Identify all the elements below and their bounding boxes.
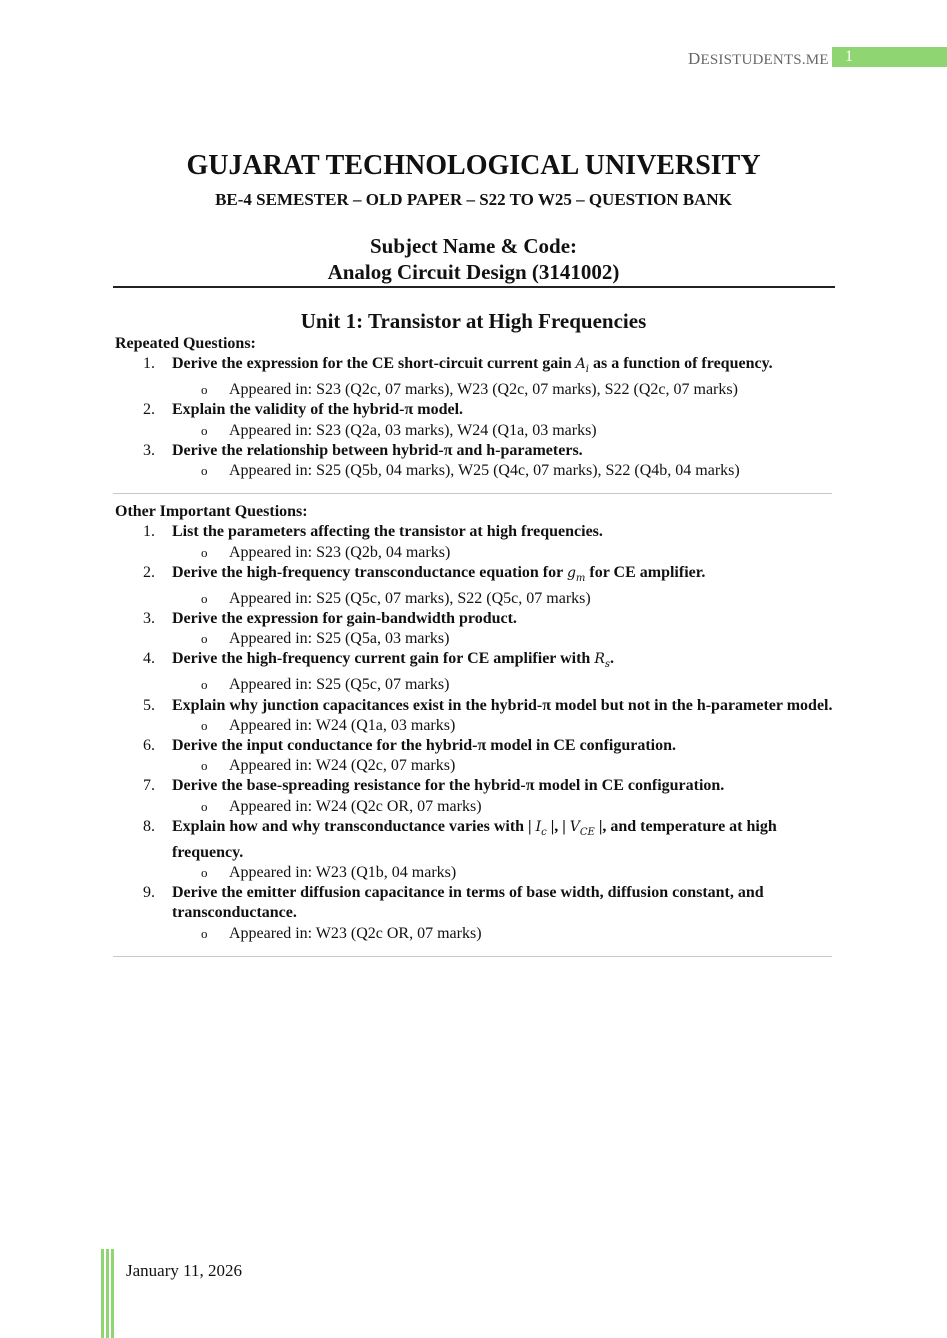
page-number: 1 xyxy=(832,47,947,67)
title-rule xyxy=(113,286,835,288)
question-number: 2. xyxy=(143,563,155,581)
question-number: 3. xyxy=(143,610,155,628)
question-number: 3. xyxy=(143,441,155,459)
site-name-initial: D xyxy=(688,49,701,68)
appeared-in xyxy=(115,543,835,563)
bullet-icon: o xyxy=(201,925,208,941)
math-subscript: c xyxy=(541,826,547,838)
appeared-text: Appeared in: S23 (Q2b, 04 marks) xyxy=(229,543,451,561)
math-subscript: m xyxy=(575,572,586,584)
bullet-icon: o xyxy=(201,758,208,774)
math-variable xyxy=(566,564,586,584)
math-symbol: V xyxy=(569,818,580,835)
question-item xyxy=(115,609,835,629)
appeared-in xyxy=(115,797,835,817)
question-text: Explain why junction capacitances exist in the hybrid-π model but not in the h-parameter model. xyxy=(172,696,833,714)
bullet-icon: o xyxy=(201,463,208,479)
question-item xyxy=(115,736,835,756)
question-text: Derive the expression for gain-bandwidth product. xyxy=(172,610,517,628)
math-subscript: CE xyxy=(579,826,595,838)
question-text: Derive the expression for the CE short-circuit current gain xyxy=(172,355,576,373)
question-text: Derive the relationship between hybrid-π and h-parameters. xyxy=(172,441,583,459)
math-symbol: g xyxy=(566,564,576,581)
question-number: 7. xyxy=(143,777,155,795)
appeared-text: Appeared in: W24 (Q2c, 07 marks) xyxy=(229,757,456,775)
question-number: 8. xyxy=(143,817,155,835)
question-text: Derive the base-spreading resistance for the hybrid-π model in CE configuration. xyxy=(172,777,725,795)
question-text: |, | xyxy=(546,817,570,835)
question-text: Derive the input conductance for the hybrid-π model in CE configuration. xyxy=(172,737,677,755)
bullet-icon: o xyxy=(201,590,208,606)
section-heading: Other Important Questions: xyxy=(115,503,308,521)
appeared-text: Appeared in: S25 (Q5c, 07 marks), S22 (Q5c, 07 marks) xyxy=(229,589,591,607)
appeared-in xyxy=(115,756,835,776)
math-subscript: i xyxy=(585,364,589,375)
question-item xyxy=(115,817,835,863)
section-divider xyxy=(113,493,832,494)
question-number: 1. xyxy=(143,355,155,373)
question-text: Explain the validity of the hybrid-π model. xyxy=(172,401,464,419)
appeared-in xyxy=(115,924,835,944)
appeared-in xyxy=(115,675,835,695)
question-text: Derive the emitter diffusion capacitance in terms of base width, diffusion constant, and transconductance. xyxy=(172,884,764,922)
appeared-text: Appeared in: W24 (Q2c OR, 07 marks) xyxy=(229,797,482,815)
question-content xyxy=(115,334,835,965)
question-item xyxy=(115,400,835,420)
university-title: GUJARAT TECHNOLOGICAL UNIVERSITY xyxy=(186,150,761,181)
section-heading: Repeated Questions: xyxy=(115,335,256,352)
question-item xyxy=(115,776,835,796)
appeared-text: Appeared in: S23 (Q2a, 03 marks), W24 (Q1a, 03 marks) xyxy=(229,421,597,439)
footer-date: January 11, 2026 xyxy=(126,1261,242,1280)
subject-value: Analog Circuit Design (3141002) xyxy=(327,260,620,284)
bullet-icon: o xyxy=(201,677,208,693)
subject-label: Subject Name & Code: xyxy=(369,234,578,258)
appeared-text: Appeared in: W23 (Q1b, 04 marks) xyxy=(229,864,457,882)
question-item xyxy=(115,696,835,716)
appeared-text: Appeared in: S25 (Q5b, 04 marks), W25 (Q4c, 07 marks), S22 (Q4b, 04 marks) xyxy=(229,462,740,480)
question-item xyxy=(115,354,835,380)
question-item xyxy=(115,522,835,542)
appeared-text: Appeared in: S25 (Q5c, 07 marks) xyxy=(229,676,450,694)
appeared-in xyxy=(115,629,835,649)
question-number: 6. xyxy=(143,737,155,755)
question-text: . xyxy=(610,650,615,668)
appeared-text: Appeared in: W24 (Q1a, 03 marks) xyxy=(229,716,456,734)
appeared-in xyxy=(115,716,835,736)
math-symbol: A xyxy=(575,356,586,373)
math-variable xyxy=(535,818,547,838)
bullet-icon: o xyxy=(201,798,208,814)
bullet-icon: o xyxy=(201,382,208,398)
question-number: 2. xyxy=(143,401,155,419)
appeared-text: Appeared in: W23 (Q2c OR, 07 marks) xyxy=(229,924,482,942)
bullet-icon: o xyxy=(201,422,208,438)
question-text: as a function of frequency. xyxy=(588,355,773,373)
question-item xyxy=(115,649,835,675)
question-item xyxy=(115,563,835,589)
question-text: Derive the high-frequency transconductance equation for xyxy=(172,563,567,581)
section-divider xyxy=(113,956,832,957)
question-number: 9. xyxy=(143,884,155,902)
question-item xyxy=(115,441,835,461)
question-number: 5. xyxy=(143,696,155,714)
appeared-in xyxy=(115,461,835,481)
document-subtitle: BE-4 SEMESTER – OLD PAPER – S22 TO W25 – QUESTION BANK xyxy=(215,190,732,209)
bullet-icon: o xyxy=(201,631,208,647)
math-subscript: s xyxy=(604,659,611,671)
appeared-in xyxy=(115,589,835,609)
appeared-in xyxy=(115,380,835,400)
math-variable xyxy=(575,356,589,375)
math-variable xyxy=(594,651,611,671)
appeared-in xyxy=(115,863,835,883)
site-name xyxy=(688,49,829,69)
question-text: List the parameters affecting the transistor at high frequencies. xyxy=(172,523,603,541)
unit-title: Unit 1: Transistor at High Frequencies xyxy=(300,309,647,333)
question-text: Derive the high-frequency current gain for CE amplifier with xyxy=(172,650,595,668)
bullet-icon: o xyxy=(201,865,208,881)
question-number: 1. xyxy=(143,523,155,541)
bullet-icon: o xyxy=(201,717,208,733)
footer-bars xyxy=(101,1249,115,1338)
appeared-in xyxy=(115,421,835,441)
math-symbol: R xyxy=(594,651,605,668)
site-name-rest: ESISTUDENTS.ME xyxy=(700,52,829,68)
question-item xyxy=(115,883,835,923)
question-text: for CE amplifier. xyxy=(585,563,706,581)
appeared-text: Appeared in: S23 (Q2c, 07 marks), W23 (Q2c, 07 marks), S22 (Q2c, 07 marks) xyxy=(229,381,738,399)
question-text: Explain how and why transconductance varies with | xyxy=(172,817,536,835)
math-symbol: I xyxy=(535,818,542,835)
question-number: 4. xyxy=(143,650,155,668)
question-text: |, and temperature at high frequency. xyxy=(172,817,777,861)
math-variable xyxy=(569,818,595,838)
appeared-text: Appeared in: S25 (Q5a, 03 marks) xyxy=(229,630,450,648)
bullet-icon: o xyxy=(201,544,208,560)
